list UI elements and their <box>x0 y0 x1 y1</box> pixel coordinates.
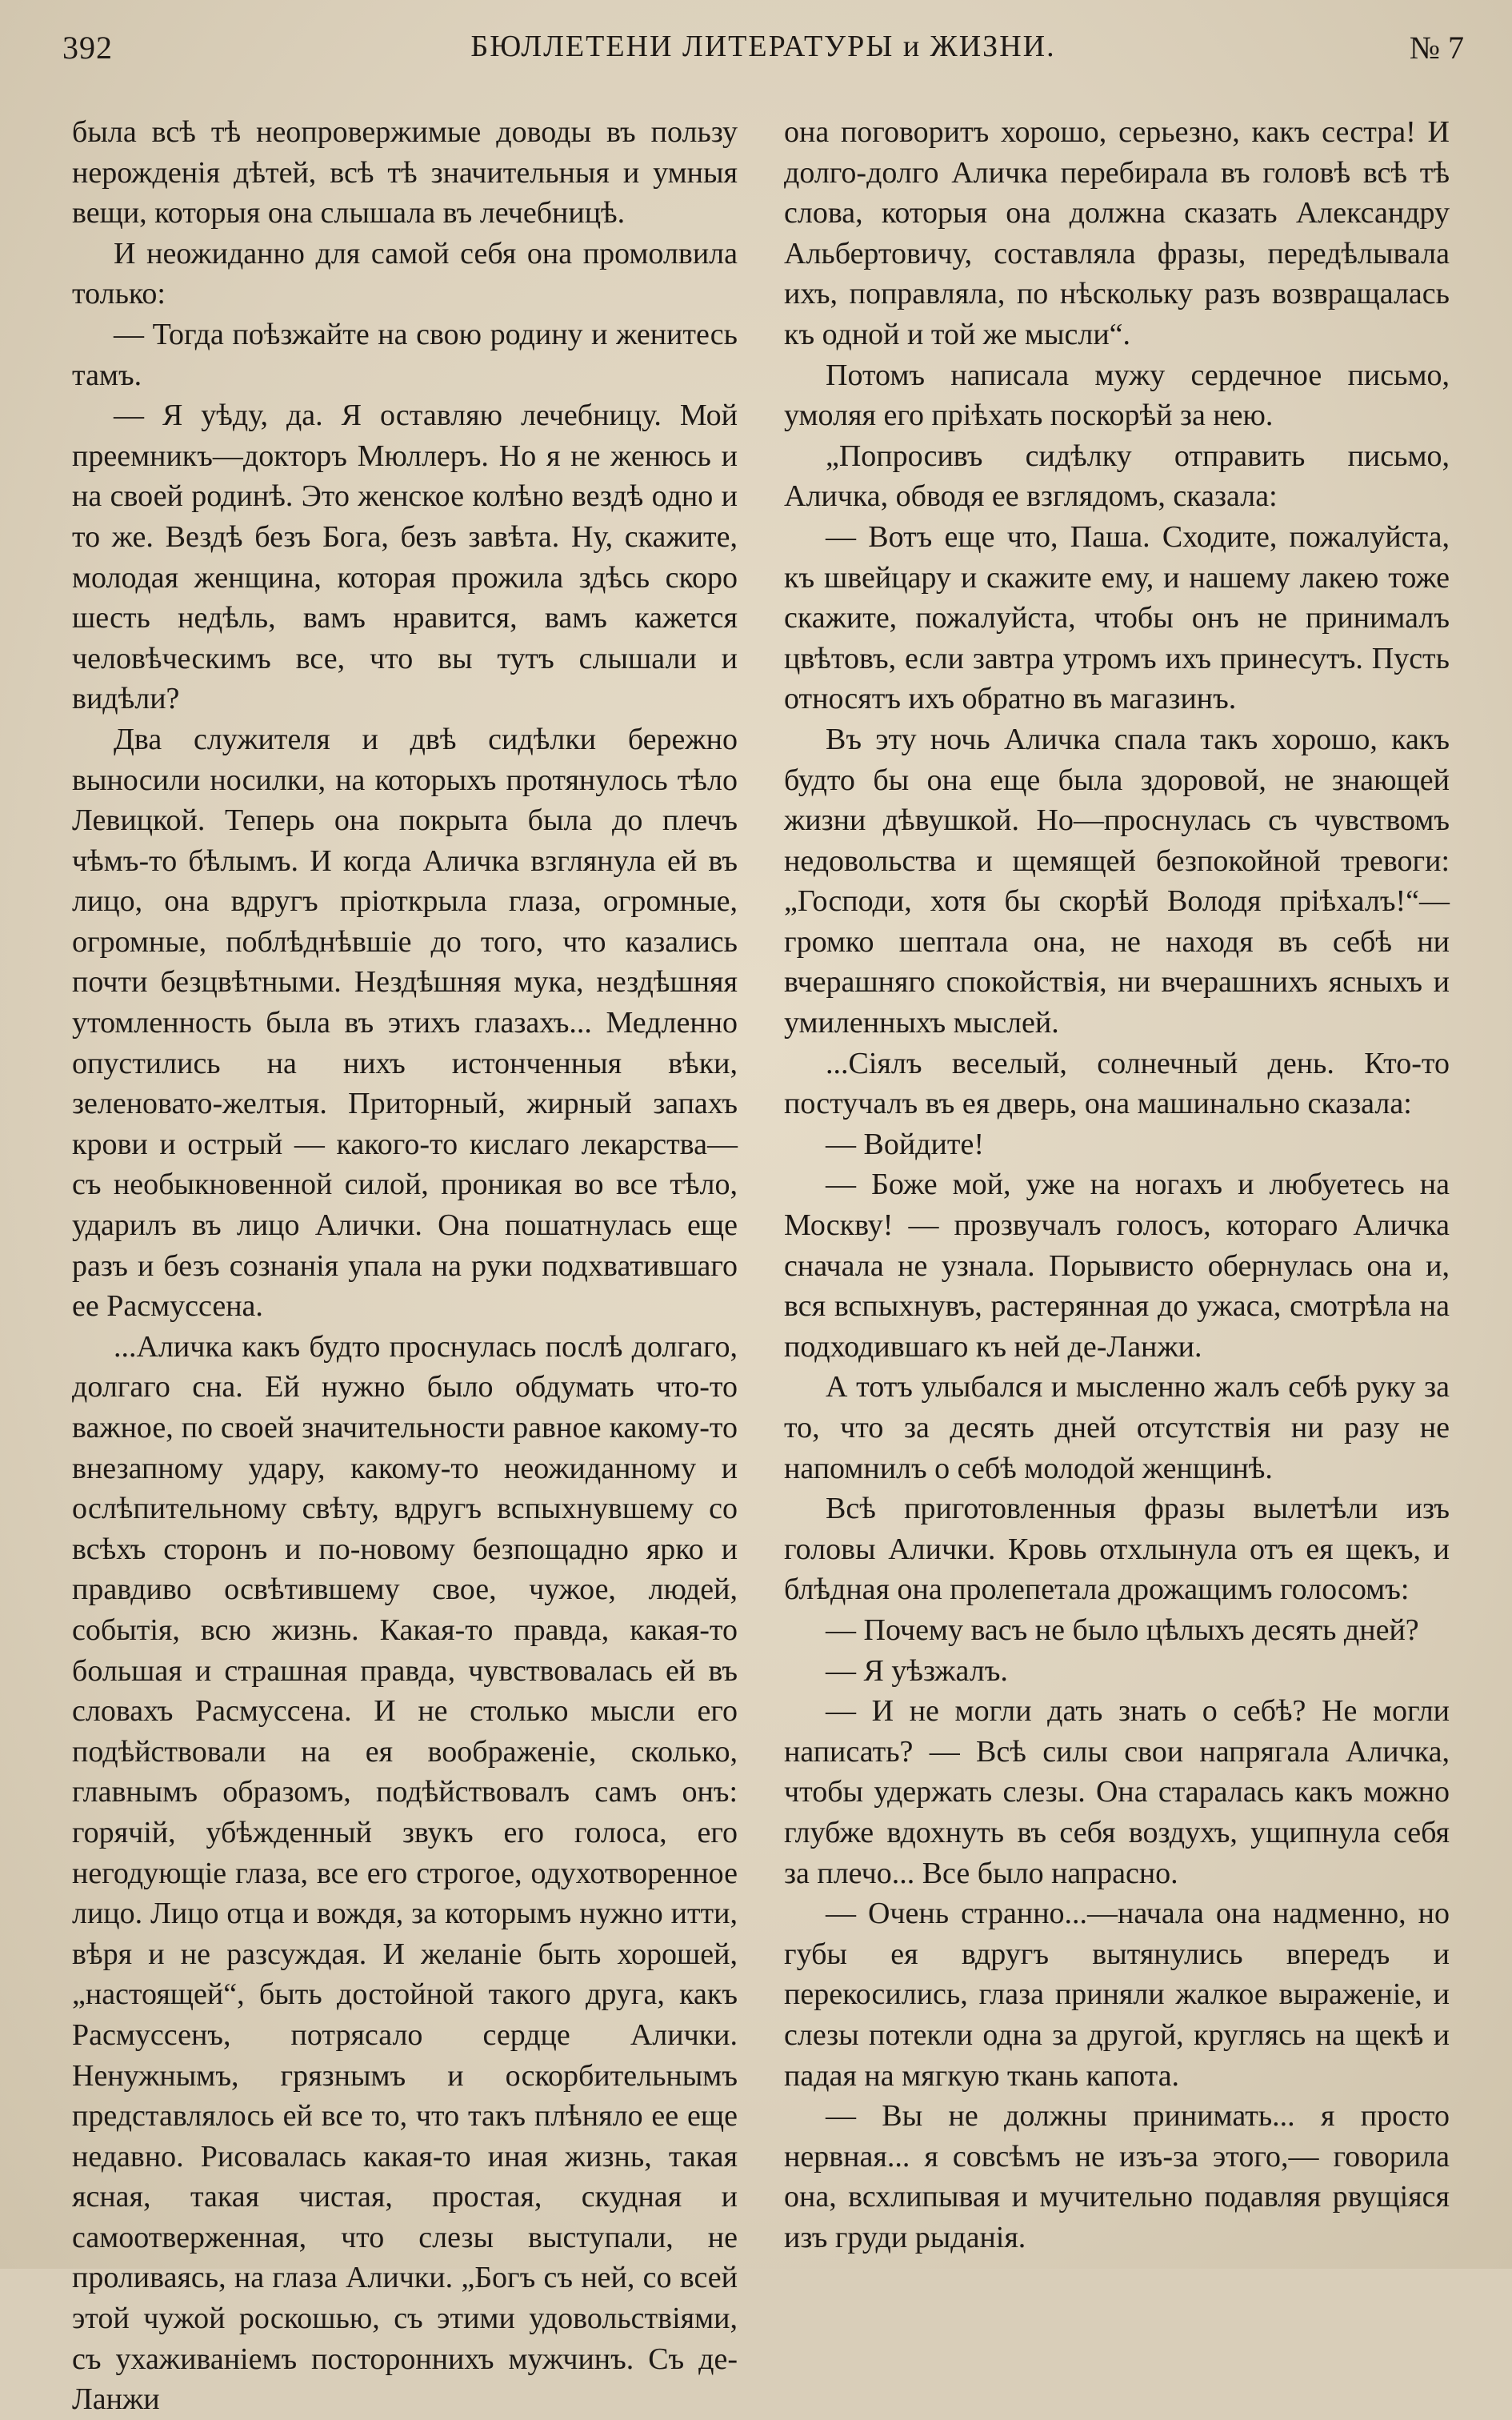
paragraph: Всѣ приготовленныя фразы вылетѣли изъ головы Алички. Кровь отхлынула отъ ея щекъ, и блѣдная она пролепетала дрожащимъ голосомъ: <box>784 1492 1450 1607</box>
dialogue-line: — Я уѣзжалъ. <box>826 1653 1008 1688</box>
running-title: БЮЛЛЕТЕНИ ЛИТЕРАТУРЫ и ЖИЗНИ. <box>470 30 1056 63</box>
page-header <box>62 29 1464 77</box>
dialogue-line: — Очень странно...—начала она надменно, но губы ея вдругъ вытянулись впередъ и перекосились, глаза приняли жалкое выраженіе, и слезы потекли одна за другой, круглясь на щекѣ и падая на мягкую ткань капота. <box>784 1897 1450 2093</box>
dialogue-line: — Почему васъ не было цѣлыхъ десять дней? <box>826 1613 1419 1647</box>
dialogue-line: — Войдите! <box>826 1127 984 1161</box>
paragraph: „Попросивъ сидѣлку отправить письмо, Аличка, обводя ее взглядомъ, сказала: <box>784 439 1450 514</box>
paragraph: Два служителя и двѣ сидѣлки бережно выносили носилки, на которыхъ протянулось тѣло Левицкой. Теперь она покрыта была до плечъ чѣмъ-то бѣлымъ. И когда Аличка взглянула ей въ лицо, она вдругъ пріоткрыла глаза, огромные, огромные, поблѣднѣвшіе до того, что казались почти безцвѣтными. Нездѣшняя мука, нездѣшняя утомленность была въ этихъ глазахъ... Медленно опустились на нихъ истонченныя вѣки, зеленовато-желтыя. Приторный, жирный запахъ крови и острый — какого-то кислаго лекарства—съ необыкновенной силой, проникая во все тѣло, ударилъ въ лицо Алички. Она пошатнулась еще разъ и безъ сознанія упала на руки подхватившаго ее Расмуссена. <box>72 722 738 1324</box>
paragraph: ...Аличка какъ будто проснулась послѣ долгаго, долгаго сна. Ей нужно было обдумать что-то важное, по своей значительности равное какому-то внезапному удару, какому-то неожиданному и ослѣпительному свѣту, вдругъ вспыхнувшему со всѣхъ сторонъ и по-новому безпощадно ярко и правдиво освѣтившему свое, чужое, людей, событія, всю жизнь. Какая-то правда, какая-то большая и страшная правда, чувствовалась ей въ словахъ Расмуссена. И не столько мысли его подѣйствовали на ея воображеніе, сколько, главнымъ образомъ, подѣйствовалъ самъ онъ: горячій, убѣжденный звукъ его голоса, его негодующіе глаза, все его строгое, одухотворенное лицо. Лицо отца и вождя, за которымъ нужно итти, вѣря и не разсуждая. И желаніе быть хорошей, „настоящей“, быть достойной такого друга, какъ Расмуссенъ, потрясало сердце Алички. Ненужнымъ, грязнымъ и оскорбительнымъ представлялось ей все то, что такъ плѣняло ее еще недавно. Рисовалась какая-то иная жизнь, такая ясная, такая чистая, простая, скудная и самоотверженная, что слезы выступали, не проливаясь, на глаза Алички. „Богъ съ ней, со всей этой чужой роскошью, съ этими удовольствіями, съ ухаживаніемъ постороннихъ мужчинъ. Съ де-Ланжи <box>72 1329 738 2417</box>
page-number: 392 <box>62 30 113 66</box>
paragraph: ...Сіялъ веселый, солнечный день. Кто-то постучалъ въ ея дверь, она машинально сказала: <box>784 1046 1450 1121</box>
paragraph: А тотъ улыбался и мысленно жалъ себѣ руку за то, что за десять дней отсутствія ни разу не напомнилъ о себѣ молодой женщинѣ. <box>784 1370 1450 1485</box>
paragraph: она поговоритъ хорошо, серьезно, какъ сестра! И долго-долго Аличка перебирала въ головѣ всѣ тѣ слова, которыя она должна сказать Александру Альбертовичу, составляла фразы, передѣлывала ихъ, поправляла, по нѣскольку разъ возвращалась къ одной и той же мысли“. <box>784 115 1450 351</box>
paragraph: была всѣ тѣ неопровержимые доводы въ пользу нерожденія дѣтей, всѣ тѣ значительныя и умныя вещи, которыя она слышала въ лечебницѣ. <box>72 115 738 230</box>
left-column <box>72 112 738 2420</box>
dialogue-line: — Вы не должны принимать... я просто нервная... я совсѣмъ не изъ-за этого,— говорила она, всхлипывая и мучительно подавляя рвущіяся изъ груди рыданія. <box>784 2099 1450 2254</box>
dialogue-line: — И не могли дать знать о себѣ? Не могли написать? — Всѣ силы свои напрягала Аличка, чтобы удержать слезы. Она старалась какъ можно глубже вдохнуть въ себя воздухъ, ущипнула себя за плечо... Все было напрасно. <box>784 1694 1450 1890</box>
issue-number: № 7 <box>1409 30 1464 66</box>
right-column <box>784 112 1450 2258</box>
dialogue-line: — Вотъ еще что, Паша. Сходите, пожалуйста, къ швейцару и скажите ему, и нашему лакею тоже скажите, пожалуйста, чтобы онъ не принималъ цвѣтовъ, если завтра утромъ ихъ принесутъ. Пусть относятъ ихъ обратно въ магазинъ. <box>784 519 1450 716</box>
dialogue-line: — Боже мой, уже на ногахъ и любуетесь на Москву! — прозвучалъ голосъ, котораго Аличка сначала не узнала. Порывисто обернулась она и, вся вспыхнувъ, растерянная до ужаса, смотрѣла на подходившаго къ ней де-Ланжи. <box>784 1168 1450 1364</box>
dialogue-line: — Тогда поѣзжайте на свою родину и женитесь тамъ. <box>72 317 738 392</box>
paragraph: Въ эту ночь Аличка спала такъ хорошо, какъ будто бы она еще была здоровой, не знающей жизни дѣвушкой. Но—проснулась съ чувствомъ недовольства и щемящей безпокойной тревоги: „Господи, хотя бы скорѣй Володя пріѣхалъ!“—громко шептала она, не находя въ себѣ ни вчерашняго спокойствія, ни вчерашнихъ ясныхъ и умиленныхъ мыслей. <box>784 722 1450 1040</box>
paragraph: И неожиданно для самой себя она промолвила только: <box>72 236 738 311</box>
paragraph: Потомъ написала мужу сердечное письмо, умоляя его пріѣхать поскорѣй за нею. <box>784 358 1450 433</box>
dialogue-line: — Я уѣду, да. Я оставляю лечебницу. Мой преемникъ—докторъ Мюллеръ. Но я не женюсь и на своей родинѣ. Это женское колѣно вездѣ одно и то же. Вездѣ безъ Бога, безъ завѣта. Ну, скажите, молодая женщина, которая прожила здѣсь скоро шесть недѣль, вамъ нравится, вамъ кажется человѣческимъ все, что вы тутъ слышали и видѣли? <box>72 399 738 716</box>
